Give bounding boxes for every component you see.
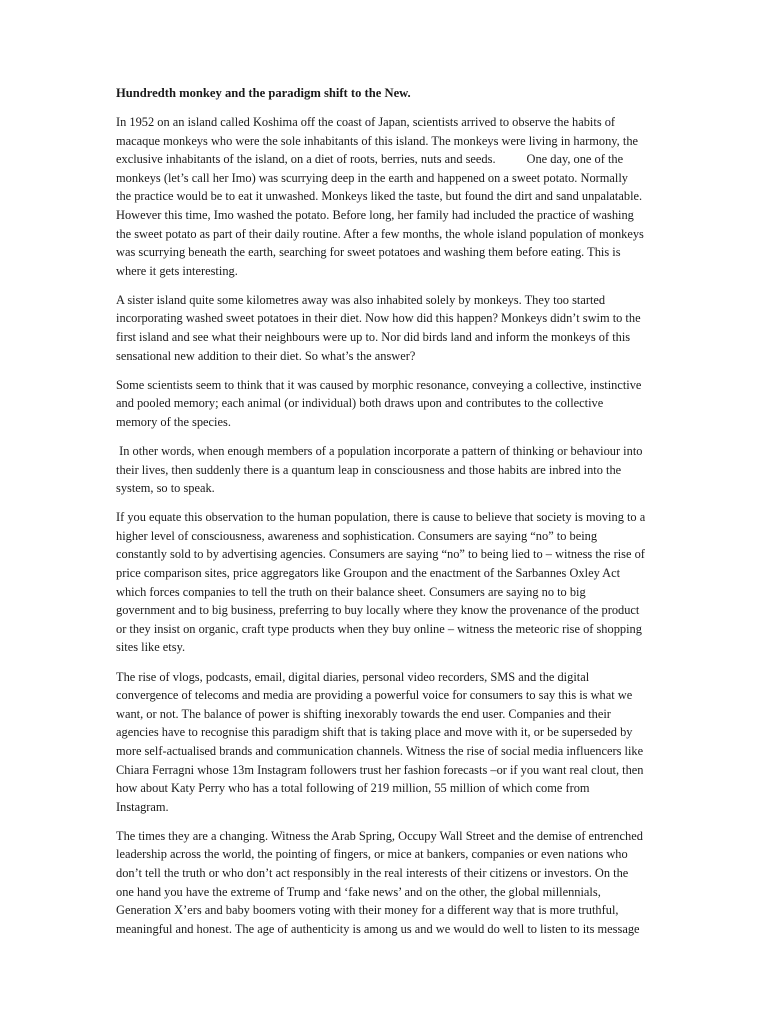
text-line: one hand you have the extreme of Trump and ‘fake news’ and on the other, the global millennials, bbox=[116, 884, 601, 899]
text-line: incorporating washed sweet potatoes in their diet. Now how did this happen? Monkeys didn’t swim to the bbox=[116, 311, 641, 326]
paragraph bbox=[116, 668, 664, 817]
text-line: However this time, Imo washed the potato. Before long, her family had included the practice of washing bbox=[116, 207, 634, 222]
document-title: Hundredth monkey and the paradigm shift to the New. bbox=[116, 86, 411, 100]
text-line: their lives, then suddenly there is a quantum leap in consciousness and those habits are inbred into the bbox=[116, 462, 622, 477]
document-body bbox=[116, 113, 664, 938]
text-line: the practice would be to eat it unwashed. Monkeys liked the taste, but found the dirt and sand unpalatable. bbox=[116, 189, 643, 204]
text-line: exclusive inhabitants of the island, on a diet of roots, berries, nuts and seeds. One day, one of the bbox=[116, 152, 624, 167]
text-line: constantly sold to by advertising agencies. Consumers are saying “no” to being lied to – witness the rise of bbox=[116, 547, 645, 562]
text-line: sensational new addition to their diet. So what’s the answer? bbox=[116, 348, 416, 363]
text-line: higher level of consciousness, awareness and sophistication. Consumers are saying “no” to being bbox=[116, 528, 598, 543]
text-line: Chiara Ferragni whose 13m Instagram followers trust her fashion forecasts –or if you want real clout, then bbox=[116, 762, 644, 777]
text-line: don’t tell the truth or who don’t act responsibly in the real interests of their citizens or investors. On the bbox=[116, 865, 629, 880]
text-line: agencies have to recognise this paradigm shift that is taking place and move with it, or be superseded by bbox=[116, 725, 633, 740]
text-line: meaningful and honest. The age of authenticity is among us and we would do well to listen to its message bbox=[116, 921, 640, 936]
text-line: The rise of vlogs, podcasts, email, digital diaries, personal video recorders, SMS and the digital bbox=[116, 669, 590, 684]
text-line: where it gets interesting. bbox=[116, 263, 238, 278]
text-line: first island and see what their neighbours were up to. Nor did birds land and inform the monkeys of this bbox=[116, 330, 631, 345]
text-line: more self-actualised brands and communication channels. Witness the rise of social media influencers like bbox=[116, 743, 644, 758]
text-line: If you equate this observation to the human population, there is cause to believe that society is moving to a bbox=[116, 510, 646, 525]
text-line: The times they are a changing. Witness the Arab Spring, Occupy Wall Street and the demise of entrenched bbox=[116, 828, 643, 843]
paragraph bbox=[116, 442, 664, 498]
text-line: government and to big business, preferring to buy locally where they know the provenance of the product bbox=[116, 603, 640, 618]
text-line: monkeys (let’s call her Imo) was scurrying deep in the earth and happened on a sweet potato. Normally bbox=[116, 170, 628, 185]
text-line: In other words, when enough members of a population incorporate a pattern of thinking or behaviour into bbox=[116, 444, 643, 458]
text-line: Some scientists seem to think that it was caused by morphic resonance, conveying a collective, instinctive bbox=[116, 377, 642, 392]
text-line: convergence of telecoms and media are providing a powerful voice for consumers to say this is what we bbox=[116, 688, 633, 703]
paragraph bbox=[116, 827, 664, 939]
text-line: price comparison sites, price aggregators like Groupon and the enactment of the Sarbannes Oxley Act bbox=[116, 566, 621, 581]
text-line: macaque monkeys who were the sole inhabitants of this island. The monkeys were living in harmony, the bbox=[116, 133, 639, 148]
text-line: how about Katy Perry who has a total following of 219 million, 55 million of which come from bbox=[116, 781, 590, 796]
text-line: was scurrying beneath the earth, searching for sweet potatoes and washing them before eating. This is bbox=[116, 245, 621, 260]
text-line: memory of the species. bbox=[116, 414, 231, 429]
text-line: system, so to speak. bbox=[116, 481, 215, 496]
paragraph bbox=[116, 291, 664, 365]
text-line: and pooled memory; each animal (or individual) both draws upon and contributes to the collective bbox=[116, 396, 604, 411]
text-line: which forces companies to tell the truth on their balance sheet. Consumers are saying no to big bbox=[116, 584, 586, 599]
text-line: or they insist on organic, craft type products when they buy online – witness the meteoric rise of shopping bbox=[116, 621, 642, 636]
text-line: the sweet potato as part of their daily routine. After a few months, the whole island population of monkeys bbox=[116, 226, 644, 241]
text-line: leadership across the world, the pointing of fingers, or mice at bankers, companies or even nations who bbox=[116, 847, 628, 862]
text-line: want, or not. The balance of power is shifting inexorably towards the end user. Companies and their bbox=[116, 706, 611, 721]
paragraph bbox=[116, 376, 664, 432]
paragraph bbox=[116, 508, 664, 657]
text-line: A sister island quite some kilometres away was also inhabited solely by monkeys. They too started bbox=[116, 292, 606, 307]
text-line: Generation X’ers and baby boomers voting with their money for a different way that is more truthful, bbox=[116, 903, 619, 918]
paragraph bbox=[116, 113, 664, 280]
text-line: sites like etsy. bbox=[116, 640, 186, 655]
text-line: In 1952 on an island called Koshima off the coast of Japan, scientists arrived to observe the habits of bbox=[116, 115, 616, 129]
text-line: Instagram. bbox=[116, 799, 169, 814]
